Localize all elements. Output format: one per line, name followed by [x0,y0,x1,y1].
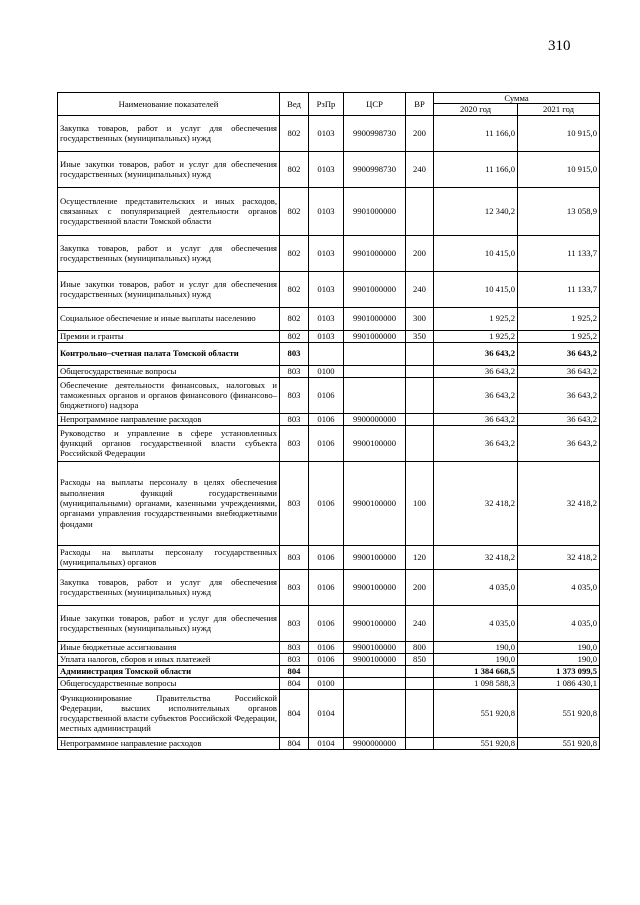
cell-ved: 802 [280,330,309,342]
cell-ved: 804 [280,737,309,749]
cell-y2020: 551 920,8 [434,689,518,737]
cell-ved: 802 [280,187,309,235]
cell-y2021: 10 915,0 [518,115,600,151]
cell-rzpr: 0106 [309,605,344,641]
cell-y2020: 1 384 668,5 [434,665,518,677]
cell-y2020: 11 166,0 [434,115,518,151]
cell-name: Общегосударственные вопросы [58,365,280,377]
cell-name: Обеспечение деятельности финансовых, налоговых и таможенных органов и органов финансового (финансово–бюджетного) надзора [58,377,280,413]
cell-rzpr [309,342,344,365]
cell-name: Общегосударственные вопросы [58,677,280,689]
cell-ved: 803 [280,461,309,545]
cell-ved: 803 [280,569,309,605]
cell-vr [406,737,434,749]
header-name: Наименование показателей [58,93,280,116]
table-row [58,689,600,737]
cell-name: Премии и гранты [58,330,280,342]
budget-table [57,92,600,750]
cell-rzpr: 0106 [309,461,344,545]
cell-rzpr: 0106 [309,569,344,605]
cell-name: Осуществление представительских и иных расходов, связанных с популяризацией деятельности органов государственной власти Томской области [58,187,280,235]
cell-csr: 9900000000 [344,737,406,749]
cell-y2020: 36 643,2 [434,377,518,413]
cell-name: Администрация Томской области [58,665,280,677]
cell-ved: 803 [280,605,309,641]
cell-ved: 804 [280,665,309,677]
cell-name: Функционирование Правительства Российской Федерации, высших исполнительных органов государственной власти субъектов Российской Федерации, местных администраций [58,689,280,737]
cell-ved: 803 [280,413,309,425]
cell-y2021: 1 373 099,5 [518,665,600,677]
cell-name: Иные закупки товаров, работ и услуг для обеспечения государственных (муниципальных) нужд [58,271,280,307]
cell-name: Иные закупки товаров, работ и услуг для обеспечения государственных (муниципальных) нужд [58,151,280,187]
cell-rzpr: 0106 [309,425,344,461]
cell-rzpr: 0103 [309,187,344,235]
cell-csr [344,665,406,677]
cell-name: Непрограммное направление расходов [58,413,280,425]
table-row [58,425,600,461]
cell-csr: 9901000000 [344,187,406,235]
cell-y2020: 4 035,0 [434,569,518,605]
cell-vr: 800 [406,641,434,653]
header-sum: Сумма [434,93,600,104]
table-row [58,653,600,665]
cell-name: Расходы на выплаты персоналу государственных (муниципальных) органов [58,545,280,569]
cell-y2021: 10 915,0 [518,151,600,187]
cell-name: Иные закупки товаров, работ и услуг для обеспечения государственных (муниципальных) нужд [58,605,280,641]
cell-vr: 100 [406,461,434,545]
cell-ved: 803 [280,545,309,569]
cell-y2020: 10 415,0 [434,235,518,271]
cell-csr [344,342,406,365]
table-row [58,605,600,641]
header-year-2020: 2020 год [434,104,518,115]
table-row [58,151,600,187]
cell-y2021: 11 133,7 [518,235,600,271]
cell-y2021: 36 643,2 [518,342,600,365]
cell-y2020: 10 415,0 [434,271,518,307]
cell-y2021: 551 920,8 [518,737,600,749]
header-vr: ВР [406,93,434,116]
cell-ved: 802 [280,235,309,271]
cell-csr [344,689,406,737]
cell-name: Руководство и управление в сфере установленных функций органов государственной власти субъекта Российской Федерации [58,425,280,461]
cell-vr: 200 [406,235,434,271]
cell-y2020: 32 418,2 [434,545,518,569]
table-row [58,677,600,689]
cell-rzpr: 0103 [309,115,344,151]
cell-vr: 240 [406,151,434,187]
header-rzpr: РзПр [309,93,344,116]
cell-name: Уплата налогов, сборов и иных платежей [58,653,280,665]
cell-rzpr: 0104 [309,689,344,737]
cell-ved: 802 [280,271,309,307]
header-year-2021: 2021 год [518,104,600,115]
cell-rzpr: 0103 [309,271,344,307]
cell-csr: 9901000000 [344,307,406,330]
cell-y2021: 190,0 [518,641,600,653]
cell-csr: 9900100000 [344,569,406,605]
table-row [58,271,600,307]
cell-y2021: 13 058,9 [518,187,600,235]
table-row [58,737,600,749]
cell-ved: 802 [280,151,309,187]
cell-ved: 802 [280,307,309,330]
cell-y2020: 1 925,2 [434,307,518,330]
cell-rzpr: 0106 [309,413,344,425]
cell-rzpr: 0106 [309,377,344,413]
cell-y2020: 551 920,8 [434,737,518,749]
cell-y2020: 36 643,2 [434,413,518,425]
cell-y2021: 4 035,0 [518,569,600,605]
cell-name: Контрольно–счетная палата Томской области [58,342,280,365]
cell-vr: 850 [406,653,434,665]
cell-name: Закупка товаров, работ и услуг для обеспечения государственных (муниципальных) нужд [58,115,280,151]
cell-rzpr [309,665,344,677]
cell-vr: 200 [406,115,434,151]
cell-rzpr: 0103 [309,330,344,342]
cell-vr [406,425,434,461]
cell-csr: 9901000000 [344,271,406,307]
cell-ved: 802 [280,115,309,151]
cell-y2020: 1 098 588,3 [434,677,518,689]
cell-ved: 803 [280,641,309,653]
cell-y2020: 190,0 [434,653,518,665]
cell-name: Непрограммное направление расходов [58,737,280,749]
cell-y2020: 12 340,2 [434,187,518,235]
cell-csr [344,677,406,689]
table-row [58,413,600,425]
cell-csr [344,377,406,413]
cell-vr: 200 [406,569,434,605]
table-row [58,187,600,235]
cell-csr [344,365,406,377]
cell-name: Социальное обеспечение и иные выплаты населению [58,307,280,330]
cell-y2021: 36 643,2 [518,377,600,413]
cell-csr: 9900100000 [344,545,406,569]
cell-y2020: 11 166,0 [434,151,518,187]
table-row [58,307,600,330]
cell-ved: 804 [280,677,309,689]
page-number: 310 [548,38,571,54]
cell-y2021: 32 418,2 [518,461,600,545]
cell-y2020: 32 418,2 [434,461,518,545]
cell-rzpr: 0106 [309,653,344,665]
cell-rzpr: 0106 [309,545,344,569]
cell-csr: 9900000000 [344,413,406,425]
cell-vr [406,677,434,689]
cell-y2021: 551 920,8 [518,689,600,737]
cell-csr: 9900998730 [344,115,406,151]
cell-rzpr: 0106 [309,641,344,653]
cell-name: Закупка товаров, работ и услуг для обеспечения государственных (муниципальных) нужд [58,569,280,605]
cell-csr: 9900100000 [344,641,406,653]
cell-vr: 350 [406,330,434,342]
table-row [58,330,600,342]
cell-y2020: 36 643,2 [434,425,518,461]
cell-vr [406,665,434,677]
cell-rzpr: 0100 [309,677,344,689]
table-row [58,569,600,605]
table-row [58,665,600,677]
cell-y2021: 4 035,0 [518,605,600,641]
cell-csr: 9900100000 [344,425,406,461]
header-csr: ЦСР [344,93,406,116]
cell-csr: 9901000000 [344,330,406,342]
cell-y2021: 1 086 430,1 [518,677,600,689]
cell-y2020: 36 643,2 [434,342,518,365]
cell-vr [406,342,434,365]
cell-y2021: 36 643,2 [518,413,600,425]
cell-vr [406,365,434,377]
cell-rzpr: 0103 [309,235,344,271]
cell-vr [406,689,434,737]
table-row [58,461,600,545]
table-row [58,377,600,413]
table-row [58,115,600,151]
cell-csr: 9900100000 [344,605,406,641]
table-body [58,115,600,749]
cell-y2020: 190,0 [434,641,518,653]
cell-vr: 240 [406,271,434,307]
cell-rzpr: 0100 [309,365,344,377]
cell-y2021: 36 643,2 [518,425,600,461]
cell-vr [406,187,434,235]
table-row [58,545,600,569]
cell-vr: 120 [406,545,434,569]
cell-y2021: 32 418,2 [518,545,600,569]
table-row [58,235,600,271]
cell-csr: 9900998730 [344,151,406,187]
cell-y2021: 1 925,2 [518,307,600,330]
cell-ved: 803 [280,425,309,461]
cell-csr: 9900100000 [344,653,406,665]
cell-rzpr: 0104 [309,737,344,749]
cell-name: Иные бюджетные ассигнования [58,641,280,653]
cell-vr: 300 [406,307,434,330]
table-row [58,641,600,653]
table-row [58,365,600,377]
cell-name: Расходы на выплаты персоналу в целях обеспечения выполнения функций государственными (муниципальными) органами, казенными учреждениями, органами управления государственными внебюджетными фондами [58,461,280,545]
table-row [58,342,600,365]
cell-ved: 803 [280,365,309,377]
header-ved: Вед [280,93,309,116]
cell-name: Закупка товаров, работ и услуг для обеспечения государственных (муниципальных) нужд [58,235,280,271]
cell-y2020: 4 035,0 [434,605,518,641]
cell-y2021: 36 643,2 [518,365,600,377]
cell-vr: 240 [406,605,434,641]
cell-csr: 9901000000 [344,235,406,271]
cell-y2021: 1 925,2 [518,330,600,342]
cell-y2020: 36 643,2 [434,365,518,377]
cell-ved: 804 [280,689,309,737]
cell-y2021: 11 133,7 [518,271,600,307]
cell-ved: 803 [280,377,309,413]
cell-ved: 803 [280,653,309,665]
cell-csr: 9900100000 [344,461,406,545]
cell-vr [406,413,434,425]
cell-ved: 803 [280,342,309,365]
cell-vr [406,377,434,413]
cell-rzpr: 0103 [309,151,344,187]
cell-rzpr: 0103 [309,307,344,330]
cell-y2021: 190,0 [518,653,600,665]
cell-y2020: 1 925,2 [434,330,518,342]
